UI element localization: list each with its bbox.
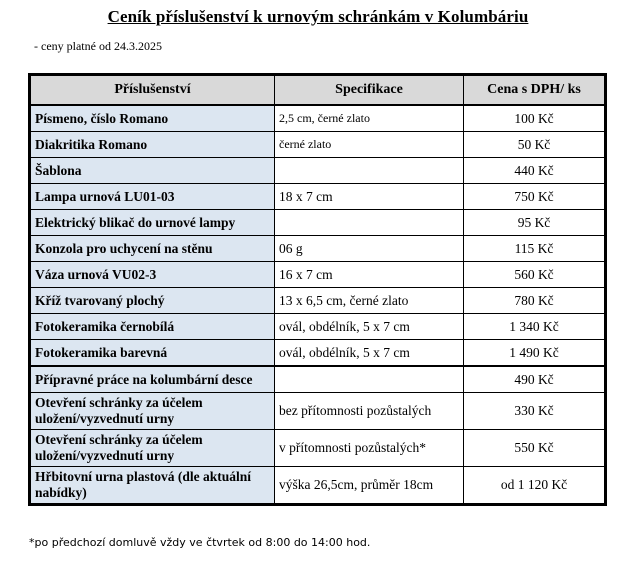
row-spec: bez přítomnosti pozůstalých	[275, 393, 464, 430]
row-name: Písmeno, číslo Romano	[30, 105, 275, 132]
footnote: *po předchozí domluvě vždy ve čtvrtek od 8:00 do 14:00 hod.	[29, 536, 371, 549]
row-price: 780 Kč	[464, 288, 606, 314]
header-accessory: Příslušenství	[30, 75, 275, 106]
row-price: 550 Kč	[464, 430, 606, 467]
page-title: Ceník příslušenství k urnovým schránkám v Kolumbáriu	[107, 7, 529, 26]
row-spec	[275, 210, 464, 236]
validity-note: - ceny platné od 24.3.2025	[34, 39, 162, 53]
row-name: Elektrický blikač do urnové lampy	[30, 210, 275, 236]
header-price: Cena s DPH/ ks	[464, 75, 606, 106]
table-row	[30, 262, 606, 288]
row-price: 1 490 Kč	[464, 340, 606, 367]
row-price: 50 Kč	[464, 132, 606, 158]
row-spec: v přítomnosti pozůstalých*	[275, 430, 464, 467]
table-row	[30, 314, 606, 340]
row-spec: 13 x 6,5 cm, černé zlato	[275, 288, 464, 314]
table-row	[30, 366, 606, 393]
table-row	[30, 236, 606, 262]
table-row	[30, 105, 606, 132]
row-spec: 16 x 7 cm	[275, 262, 464, 288]
row-spec: výška 26,5cm, průměr 18cm	[275, 467, 464, 505]
row-spec: ovál, obdélník, 5 x 7 cm	[275, 314, 464, 340]
row-spec: černé zlato	[275, 132, 464, 158]
row-spec: 06 g	[275, 236, 464, 262]
table-row	[30, 158, 606, 184]
row-name: Fotokeramika černobílá	[30, 314, 275, 340]
row-name: Diakritika Romano	[30, 132, 275, 158]
row-spec: 18 x 7 cm	[275, 184, 464, 210]
row-name: Konzola pro uchycení na stěnu	[30, 236, 275, 262]
row-name: Otevření schránky za účelem uložení/vyzvednutí urny	[30, 393, 275, 430]
row-name: Šablona	[30, 158, 275, 184]
row-price: 440 Kč	[464, 158, 606, 184]
row-price: 490 Kč	[464, 366, 606, 393]
table-header-row	[30, 75, 606, 106]
row-name: Přípravné práce na kolumbární desce	[30, 366, 275, 393]
row-price: 1 340 Kč	[464, 314, 606, 340]
row-price: 115 Kč	[464, 236, 606, 262]
header-specification: Specifikace	[275, 75, 464, 106]
row-name: Otevření schránky za účelem uložení/vyzvednutí urny	[30, 430, 275, 467]
row-price: 750 Kč	[464, 184, 606, 210]
row-name: Kříž tvarovaný plochý	[30, 288, 275, 314]
row-spec	[275, 158, 464, 184]
table-row	[30, 288, 606, 314]
row-name: Lampa urnová LU01-03	[30, 184, 275, 210]
row-price: od 1 120 Kč	[464, 467, 606, 505]
table-row	[30, 184, 606, 210]
table-row	[30, 210, 606, 236]
row-name: Váza urnová VU02-3	[30, 262, 275, 288]
row-spec: 2,5 cm, černé zlato	[275, 105, 464, 132]
row-price: 95 Kč	[464, 210, 606, 236]
table-row	[30, 132, 606, 158]
table-row	[30, 393, 606, 430]
table-row	[30, 430, 606, 467]
table-row	[30, 467, 606, 505]
row-price: 100 Kč	[464, 105, 606, 132]
price-table	[28, 73, 607, 506]
row-price: 330 Kč	[464, 393, 606, 430]
row-name: Hřbitovní urna plastová (dle aktuální nabídky)	[30, 467, 275, 505]
row-spec: ovál, obdélník, 5 x 7 cm	[275, 340, 464, 367]
row-name: Fotokeramika barevná	[30, 340, 275, 367]
row-price: 560 Kč	[464, 262, 606, 288]
row-spec	[275, 366, 464, 393]
table-row	[30, 340, 606, 367]
